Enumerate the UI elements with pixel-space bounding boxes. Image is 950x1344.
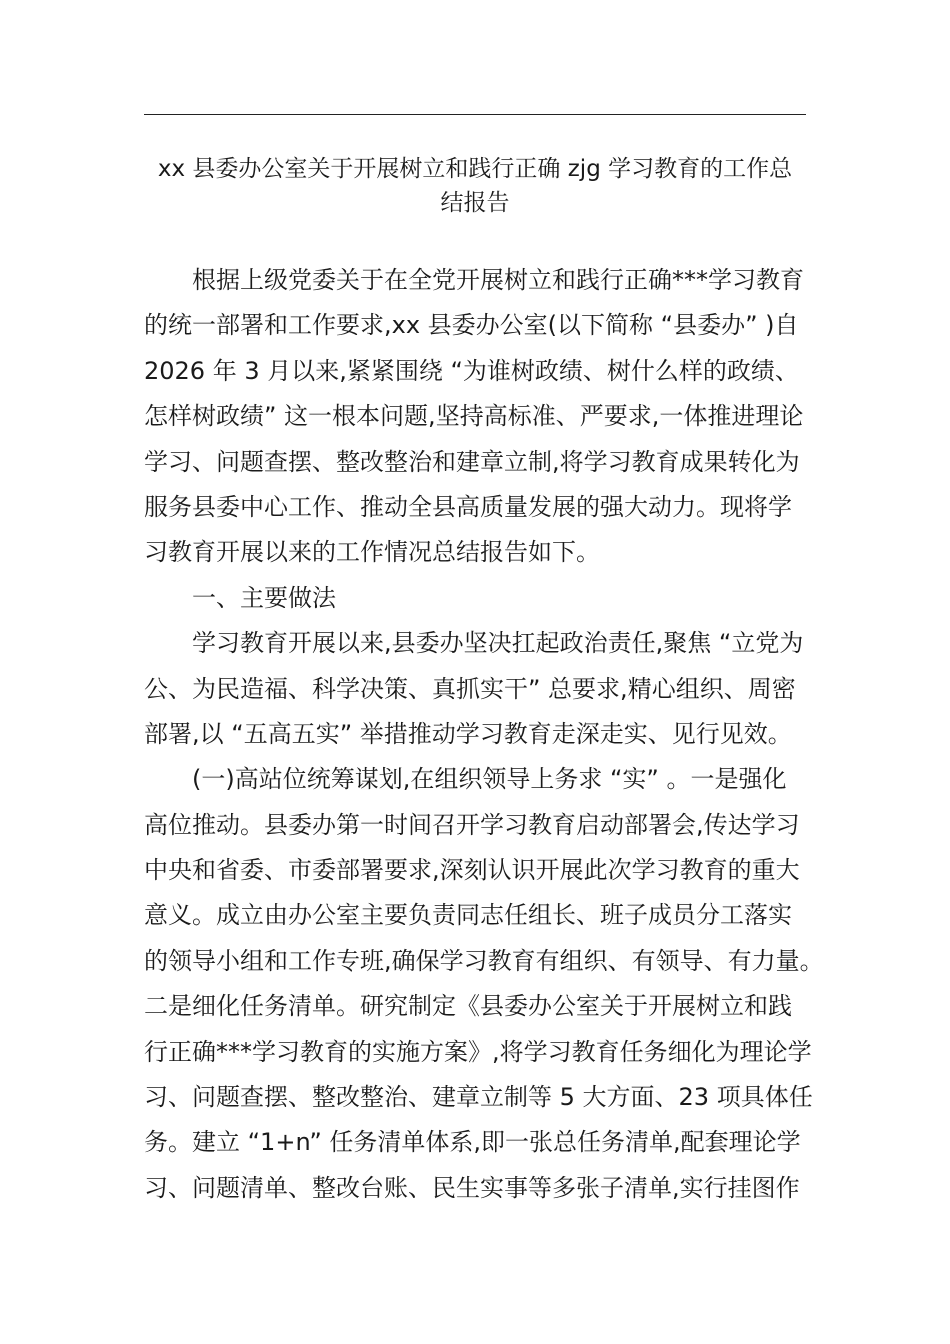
body-line: 根据上级党委关于在全党开展树立和践行正确***学习教育 bbox=[192, 266, 804, 294]
body-line: 高位推动。县委办第一时间召开学习教育启动部署会,传达学习 bbox=[144, 810, 800, 839]
body-line: 部署,以 “五高五实” 举措推动学习教育走深走实、见行见效。 bbox=[144, 719, 792, 748]
body-line: 学习教育开展以来,县委办坚决扛起政治责任,聚焦 “立党为 bbox=[192, 629, 804, 658]
body-line: 一、主要做法 bbox=[192, 583, 336, 612]
body-line: 意义。成立由办公室主要负责同志任组长、班子成员分工落实 bbox=[144, 901, 792, 930]
title-line: xx 县委办公室关于开展树立和践行正确 zjg 学习教育的工作总 bbox=[157, 156, 793, 182]
body-line: 二是细化任务清单。研究制定《县委办公室关于开展树立和践 bbox=[144, 992, 792, 1021]
document-body bbox=[144, 258, 824, 1211]
title-line: 结报告 bbox=[440, 190, 510, 216]
body-line: 务。建立 “1+n” 任务清单体系,即一张总任务清单,配套理论学 bbox=[144, 1128, 801, 1157]
body-line: 2026 年 3 月以来,紧紧围绕 “为谁树政绩、树什么样的政绩、 bbox=[144, 356, 799, 385]
body-line: (一)高站位统筹谋划,在组织领导上务求 “实” 。一是强化 bbox=[192, 765, 787, 794]
body-line: 公、为民造福、科学决策、真抓实干” 总要求,精心组织、周密 bbox=[144, 674, 796, 703]
body-line: 行正确***学习教育的实施方案》,将学习教育任务细化为理论学 bbox=[144, 1037, 812, 1066]
body-line: 的领导小组和工作专班,确保学习教育有组织、有领导、有力量。 bbox=[144, 946, 824, 975]
body-line: 习、问题查摆、整改整治、建章立制等 5 大方面、23 项具体任 bbox=[144, 1083, 813, 1112]
body-line: 怎样树政绩” 这一根本问题,坚持高标准、严要求,一体推进理论 bbox=[144, 402, 804, 431]
body-line: 服务县委中心工作、推动全县高质量发展的强大动力。现将学 bbox=[144, 492, 792, 521]
body-line: 习教育开展以来的工作情况总结报告如下。 bbox=[144, 538, 600, 567]
body-line: 习、问题清单、整改台账、民生实事等多张子清单,实行挂图作 bbox=[144, 1173, 800, 1202]
body-line: 学习、问题查摆、整改整治和建章立制,将学习教育成果转化为 bbox=[144, 447, 800, 476]
body-line: 中央和省委、市委部署要求,深刻认识开展此次学习教育的重大 bbox=[144, 856, 800, 885]
header-rule bbox=[144, 114, 806, 115]
body-line: 的统一部署和工作要求,xx 县委办公室(以下简称 “县委办” )自 bbox=[144, 311, 799, 340]
document-title bbox=[144, 152, 806, 220]
